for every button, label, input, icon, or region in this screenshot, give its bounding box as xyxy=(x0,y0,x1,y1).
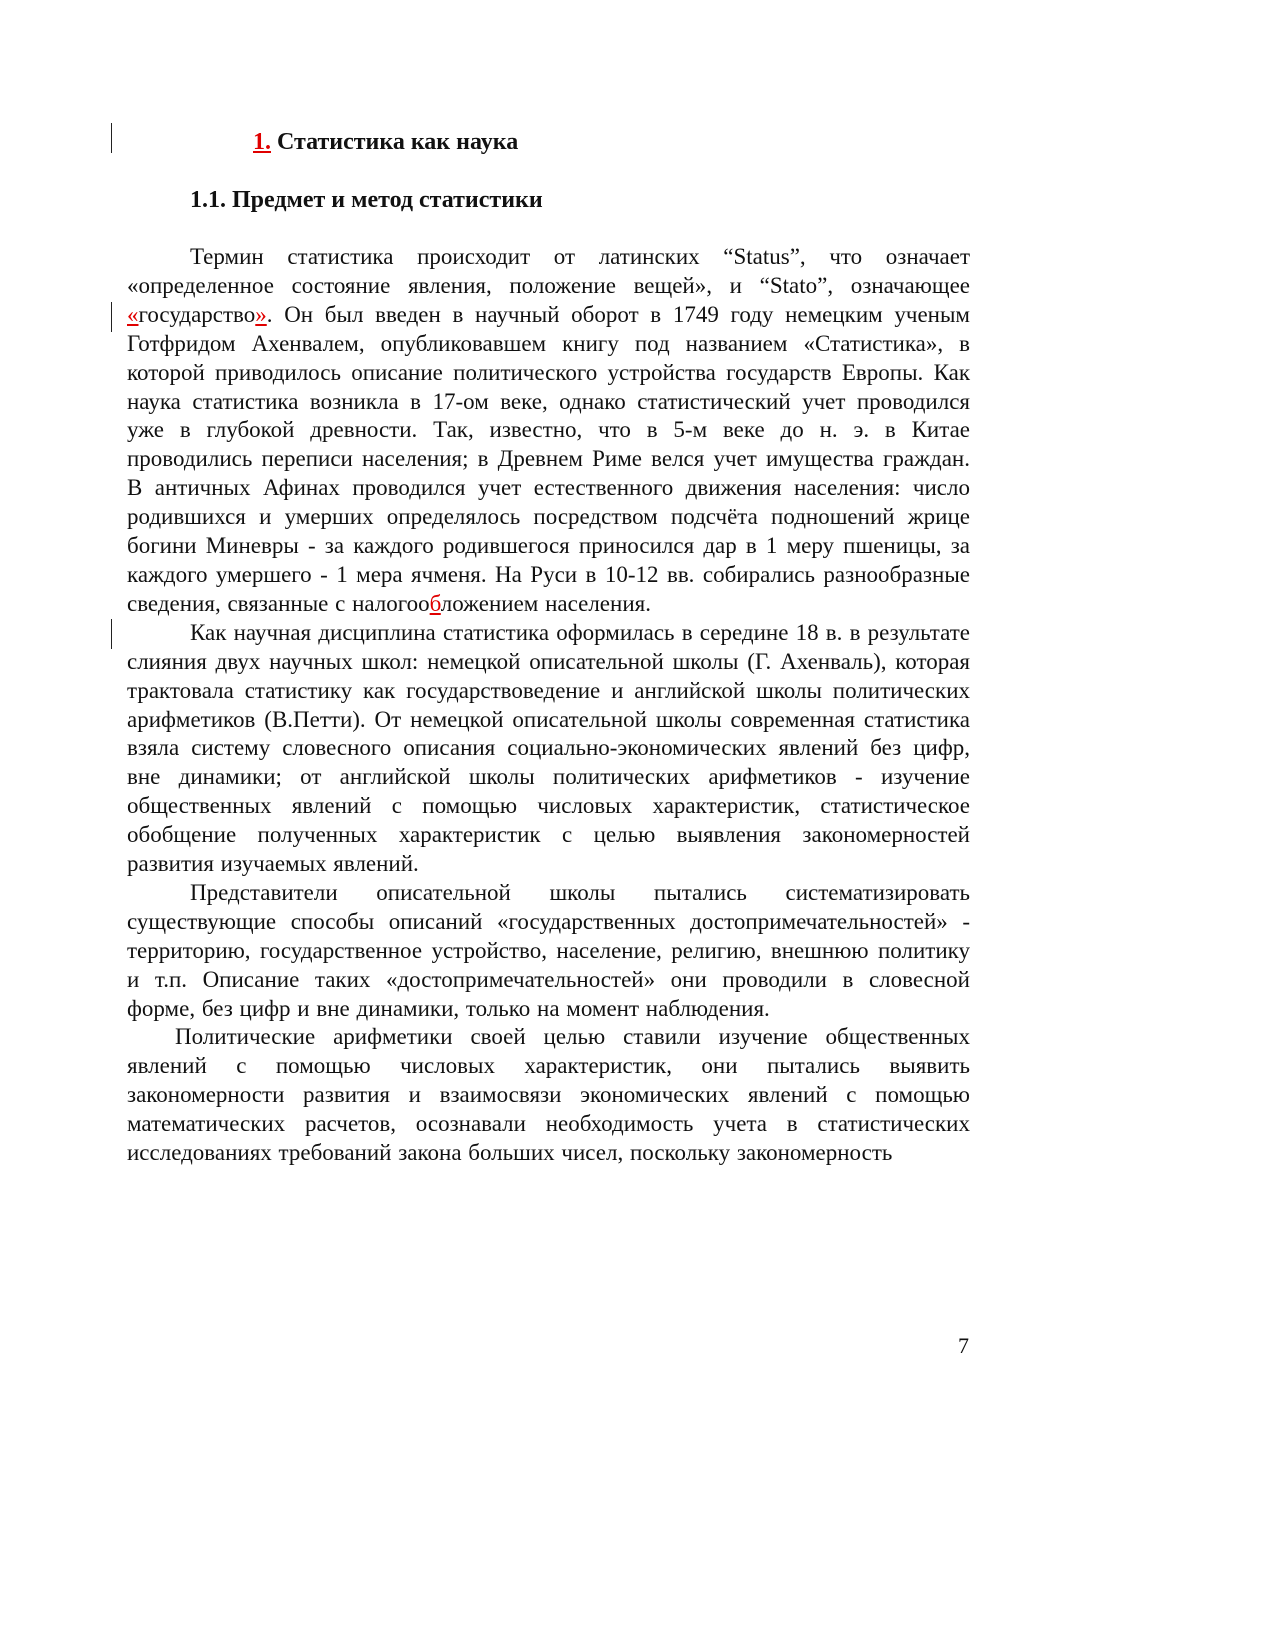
chapter-title-text: Статистика как наука xyxy=(277,129,519,155)
paragraph-1 xyxy=(127,243,970,619)
body-text xyxy=(127,243,970,1168)
paragraph-1-word: государство xyxy=(138,301,256,327)
tracked-open-quote: « xyxy=(127,301,139,327)
paragraph-3: Представители описательной школы пытались систематизировать существующие способы описаний «государственных достопримечательностей» - территорию, государственное устройство, население, религию, внешнюю политику и т.п. Описание таких «достопримечательностей» они проводили в словесной форме, без цифр и вне динамики, только на момент наблюдения. xyxy=(127,879,970,1021)
chapter-number: 1. xyxy=(253,129,271,155)
paragraph-1-part-2: . Он был введен в научный оборот в 1749 году немецким ученым Готфридом Ахенвалем, опубликовавшем книгу под названием «Статистика», в которой приводилось описание политического устройства государств Европы. Как наука статистика возникла в 17-ом веке, однако статистический учет проводился уже в глубокой древности. Так, известно, что в 5-м веке до н. э. в Китае проводились переписи населения; в Древнем Риме велся учет имущества граждан. В античных Афинах проводился учет естественного движения населения: число родившихся и умерших определялось посредством подсчёта подношений жрице богини Миневры - за каждого родившегося приносился дар в 1 меру пшеницы, за каждого умершего - 1 мера ячменя. На Руси в 10-12 вв. собирались разнообразные сведения, связанные с налогоо xyxy=(127,301,970,616)
change-bar-paragraph-1-line-3 xyxy=(111,302,112,332)
paragraph-1-part-1: Термин статистика происходит от латинских “Status”, что означает «определенное состояние явления, положение вещей», и “Stato”, означающее xyxy=(127,244,970,298)
change-bar-title xyxy=(111,123,112,153)
tracked-close-quote: » xyxy=(255,301,267,327)
paragraph-1-part-3: ложением населения. xyxy=(440,590,651,616)
chapter-title xyxy=(253,127,518,157)
page-number: 7 xyxy=(958,1333,969,1358)
paragraph-4: Политические арифметики своей целью ставили изучение общественных явлений с помощью числовых характеристик, они пытались выявить закономерности развития и взаимосвязи экономических явлений с помощью математических расчетов, осознавали необходимость учета в статистических исследованиях требований закона больших чисел, поскольку закономерность xyxy=(127,1024,970,1166)
tracked-letter: б xyxy=(429,590,441,616)
change-bar-paragraph-1-last-line xyxy=(111,619,112,649)
paragraph-2: Как научная дисциплина статистика оформилась в середине 18 в. в результате слияния двух научных школ: немецкой описательной школы (Г. Ахенваль), которая трактовала статистику как государствоведение и английской школы политических арифметиков (В.Петти). От немецкой описательной школы современная статистика взяла систему словесного описания социально-экономических явлений без цифр, вне динамики; от английской школы политических арифметиков - изучение общественных явлений с помощью числовых характеристик, статистическое обобщение полученных характеристик с целью выявления закономерностей развития изучаемых явлений. xyxy=(127,619,970,877)
section-title: 1.1. Предмет и метод статистики xyxy=(190,187,543,213)
